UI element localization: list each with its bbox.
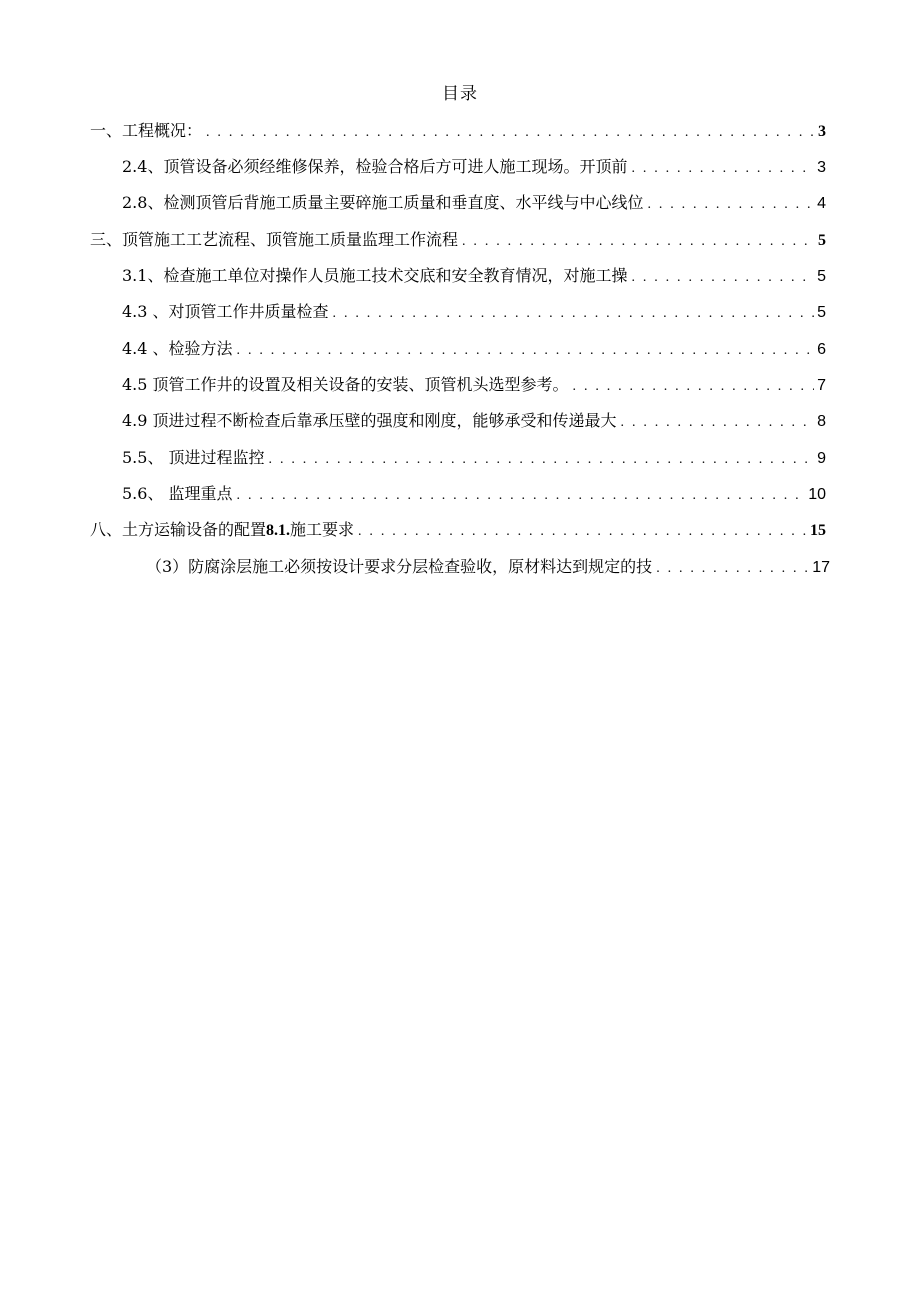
toc-entry-text: 4.3 、对顶管工作井质量检查	[122, 302, 329, 321]
toc-entry[interactable]	[122, 192, 826, 214]
dot-leader	[269, 449, 815, 471]
toc-page-number: 3	[818, 123, 826, 140]
dot-leader	[621, 412, 815, 434]
dot-leader	[631, 158, 814, 180]
toc-entry-text: 2.4、顶管设备必须经维修保养，检验合格后方可进人施工现场。开顶前	[122, 157, 628, 176]
toc-entry[interactable]	[122, 374, 826, 396]
toc-page-number: 17	[812, 559, 830, 576]
toc-entry-text: 4.5 顶管工作井的设置及相关设备的安装、顶管机头选型参考。	[122, 375, 569, 394]
dot-leader	[573, 376, 815, 398]
toc-entry-text: 八、土方运输设备的配置	[90, 520, 267, 539]
toc-entry[interactable]	[146, 556, 830, 578]
dot-leader	[462, 231, 815, 253]
toc-entry[interactable]	[122, 156, 826, 178]
toc-entry-text: 三、顶管施工工艺流程、顶管施工质量监理工作流程	[90, 230, 459, 249]
toc-page-number: 6	[817, 341, 826, 358]
toc-entry-text: 2.8、检测顶管后背施工质量主要碎施工质量和垂直度、水平线与中心线位	[122, 193, 644, 212]
toc-entry-text: 3.1、检查施工单位对操作人员施工技术交底和安全教育情况，对施工操	[122, 266, 628, 285]
toc-entry[interactable]	[122, 410, 826, 432]
toc-title: 目录	[442, 84, 478, 104]
toc-entry-text: 4.9 顶进过程不断检查后靠承压壁的强度和刚度，能够承受和传递最大	[122, 411, 617, 430]
toc-page-number: 9	[817, 450, 826, 467]
toc-entry-text: 4.4 、检验方法	[122, 339, 233, 358]
dot-leader	[206, 122, 815, 144]
toc-entry[interactable]	[122, 338, 826, 360]
toc-entry[interactable]	[122, 301, 826, 323]
dot-leader	[237, 485, 806, 507]
dot-leader	[333, 303, 815, 325]
toc-entry-bold-text: 8.1.	[266, 522, 291, 539]
toc-entry-text: 一、工程概况：	[90, 121, 203, 140]
toc-page-number: 4	[817, 195, 826, 212]
toc-entry[interactable]	[90, 519, 826, 541]
toc-entry[interactable]	[90, 120, 826, 142]
toc-entry-text: 5.5、 顶进过程监控	[122, 448, 265, 467]
toc-page-number: 8	[817, 413, 826, 430]
toc-entry-text: 5.6、 监理重点	[122, 484, 233, 503]
toc-page-number: 5	[818, 232, 826, 249]
toc-entry-text: （3）防腐涂层施工必须按设计要求分层检查验收，原材料达到规定的技	[146, 557, 653, 576]
toc-page-number: 5	[817, 268, 826, 285]
toc-page-number: 15	[810, 522, 826, 539]
toc-page-number: 7	[817, 377, 826, 394]
toc-page-number: 5	[817, 304, 826, 321]
toc-entry[interactable]	[122, 483, 826, 505]
dot-leader	[358, 521, 807, 543]
dot-leader	[631, 267, 814, 289]
toc-entry-text-after: 施工要求	[290, 520, 355, 539]
dot-leader	[237, 340, 815, 362]
toc-entry[interactable]	[90, 229, 826, 251]
toc-page-number: 3	[817, 159, 826, 176]
dot-leader	[647, 194, 814, 216]
toc-entry[interactable]	[122, 265, 826, 287]
dot-leader	[656, 558, 809, 580]
toc-entry[interactable]	[122, 447, 826, 469]
toc-page-number: 10	[808, 486, 826, 503]
